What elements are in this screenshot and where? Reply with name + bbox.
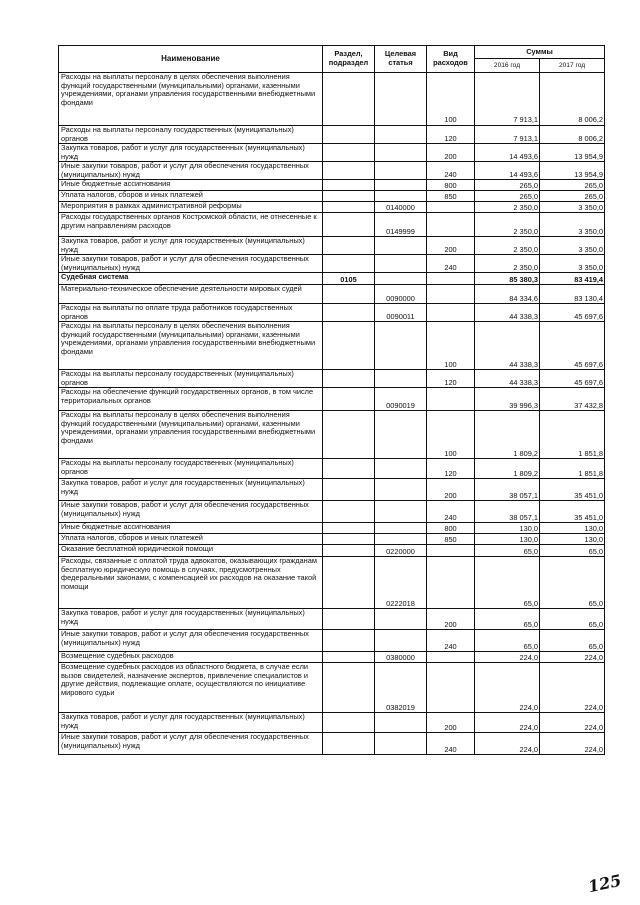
table-row <box>59 459 605 479</box>
row-section <box>323 191 375 202</box>
header-section: Раздел, подраздел <box>323 46 375 73</box>
table-row <box>59 202 605 213</box>
row-kind <box>427 557 475 609</box>
row-kind <box>427 285 475 304</box>
row-value-2016: 7 913,1 <box>475 126 540 144</box>
row-target: 0140000 <box>375 202 427 213</box>
row-value-2016: 224,0 <box>475 733 540 755</box>
row-kind: 100 <box>427 73 475 126</box>
row-value-2017: 3 350,0 <box>540 213 605 237</box>
table-row <box>59 180 605 191</box>
row-target <box>375 609 427 630</box>
row-value-2016: 224,0 <box>475 652 540 663</box>
row-kind: 240 <box>427 162 475 180</box>
row-value-2016: 7 913,1 <box>475 73 540 126</box>
row-name: Расходы на выплаты персоналу в целях обеспечения выполнения функций государственными (муниципальными) органами, казенными учреждениями, органами управления государственными внебюджетными фондами <box>59 322 323 370</box>
row-value-2016: 65,0 <box>475 609 540 630</box>
row-target: 0090000 <box>375 285 427 304</box>
row-section <box>323 501 375 523</box>
row-target <box>375 126 427 144</box>
row-name: Возмещение судебных расходов <box>59 652 323 663</box>
row-value-2016: 44 338,3 <box>475 322 540 370</box>
row-name: Судебная система <box>59 273 323 285</box>
row-kind: 200 <box>427 144 475 162</box>
row-kind <box>427 663 475 713</box>
row-value-2017: 13 954,9 <box>540 144 605 162</box>
row-name: Материально-техническое обеспечение деятельности мировых судей <box>59 285 323 304</box>
page-number: 125 <box>586 870 624 897</box>
row-value-2017: 13 954,9 <box>540 162 605 180</box>
row-kind: 850 <box>427 191 475 202</box>
row-name: Закупка товаров, работ и услуг для государственных (муниципальных) нужд <box>59 713 323 733</box>
table-row <box>59 213 605 237</box>
row-kind: 240 <box>427 630 475 652</box>
table-row <box>59 545 605 557</box>
row-value-2017: 8 006,2 <box>540 73 605 126</box>
row-section <box>323 162 375 180</box>
budget-table <box>58 45 605 755</box>
header-kind: Вид расходов <box>427 46 475 73</box>
row-section <box>323 630 375 652</box>
row-target <box>375 713 427 733</box>
row-value-2017: 45 697,6 <box>540 304 605 322</box>
row-section <box>323 652 375 663</box>
row-value-2016: 2 350,0 <box>475 202 540 213</box>
row-name: Закупка товаров, работ и услуг для государственных (муниципальных) нужд <box>59 479 323 501</box>
table-row <box>59 523 605 534</box>
row-target: 0090011 <box>375 304 427 322</box>
table-row <box>59 126 605 144</box>
row-kind: 200 <box>427 713 475 733</box>
row-section <box>323 733 375 755</box>
table-row <box>59 162 605 180</box>
row-value-2016: 44 338,3 <box>475 304 540 322</box>
row-value-2017: 3 350,0 <box>540 255 605 273</box>
row-target <box>375 180 427 191</box>
row-value-2016: 1 809,2 <box>475 411 540 459</box>
row-kind <box>427 213 475 237</box>
row-value-2017: 130,0 <box>540 523 605 534</box>
row-value-2017: 3 350,0 <box>540 237 605 255</box>
row-target: 0220000 <box>375 545 427 557</box>
row-target <box>375 630 427 652</box>
row-value-2017: 265,0 <box>540 191 605 202</box>
row-section <box>323 255 375 273</box>
row-target <box>375 255 427 273</box>
row-section <box>323 126 375 144</box>
row-name: Расходы на выплаты персоналу в целях обеспечения выполнения функций государственными (муниципальными) органами, казенными учреждениями, органами управления государственными внебюджетными фондами <box>59 411 323 459</box>
table-row <box>59 411 605 459</box>
row-value-2017: 224,0 <box>540 663 605 713</box>
row-kind: 120 <box>427 126 475 144</box>
row-target <box>375 273 427 285</box>
row-name: Расходы на выплаты персоналу в целях обеспечения выполнения функций государственными (муниципальными) органами, казенными учреждениями, органами управления государственными внебюджетными фондами <box>59 73 323 126</box>
row-name: Оказание бесплатной юридической помощи <box>59 545 323 557</box>
row-name: Возмещение судебных расходов из областного бюджета, в случае если вызов свидетелей, назначение экспертов, привлечение специалистов и другие действия, подлежащие оплате, осуществляются по инициативе мирового судьи <box>59 663 323 713</box>
table-row <box>59 255 605 273</box>
row-value-2017: 8 006,2 <box>540 126 605 144</box>
table-row <box>59 501 605 523</box>
table-row <box>59 652 605 663</box>
row-kind <box>427 545 475 557</box>
row-section <box>323 237 375 255</box>
row-value-2017: 65,0 <box>540 557 605 609</box>
table-row <box>59 304 605 322</box>
row-value-2016: 130,0 <box>475 534 540 545</box>
row-value-2017: 45 697,6 <box>540 370 605 388</box>
table-row <box>59 237 605 255</box>
header-sums: Суммы <box>475 46 605 59</box>
table-row <box>59 144 605 162</box>
row-name: Расходы на выплаты по оплате труда работников государственных органов <box>59 304 323 322</box>
row-name: Иные закупки товаров, работ и услуг для обеспечения государственных (муниципальных) нужд <box>59 501 323 523</box>
row-target <box>375 322 427 370</box>
row-target <box>375 479 427 501</box>
row-value-2016: 44 338,3 <box>475 370 540 388</box>
table-header <box>59 46 605 73</box>
row-section <box>323 388 375 411</box>
row-kind: 850 <box>427 534 475 545</box>
row-value-2016: 65,0 <box>475 557 540 609</box>
row-kind <box>427 273 475 285</box>
header-target: Целевая статья <box>375 46 427 73</box>
row-value-2017: 130,0 <box>540 534 605 545</box>
row-target: 0380000 <box>375 652 427 663</box>
row-kind: 120 <box>427 459 475 479</box>
row-name: Уплата налогов, сборов и иных платежей <box>59 534 323 545</box>
row-kind <box>427 304 475 322</box>
row-section <box>323 534 375 545</box>
row-target <box>375 144 427 162</box>
table-row <box>59 73 605 126</box>
row-target <box>375 534 427 545</box>
row-target <box>375 191 427 202</box>
row-section <box>323 459 375 479</box>
table-row <box>59 273 605 285</box>
row-name: Расходы на выплаты персоналу государственных (муниципальных) органов <box>59 370 323 388</box>
row-name: Закупка товаров, работ и услуг для государственных (муниципальных) нужд <box>59 144 323 162</box>
row-section <box>323 202 375 213</box>
row-kind: 240 <box>427 501 475 523</box>
table-row <box>59 370 605 388</box>
row-kind <box>427 388 475 411</box>
row-section <box>323 213 375 237</box>
row-target <box>375 459 427 479</box>
row-value-2016: 14 493,6 <box>475 162 540 180</box>
row-value-2017: 45 697,6 <box>540 322 605 370</box>
row-name: Расходы на выплаты персоналу государственных (муниципальных) органов <box>59 459 323 479</box>
row-value-2017: 35 451,0 <box>540 501 605 523</box>
row-section <box>323 557 375 609</box>
row-name: Иные закупки товаров, работ и услуг для обеспечения государственных (муниципальных) нужд <box>59 162 323 180</box>
row-value-2016: 65,0 <box>475 545 540 557</box>
row-value-2017: 83 130,4 <box>540 285 605 304</box>
row-value-2017: 265,0 <box>540 180 605 191</box>
row-value-2016: 2 350,0 <box>475 237 540 255</box>
row-name: Иные закупки товаров, работ и услуг для обеспечения государственных (муниципальных) нужд <box>59 630 323 652</box>
table-row <box>59 663 605 713</box>
row-value-2016: 224,0 <box>475 713 540 733</box>
row-target: 0382019 <box>375 663 427 713</box>
row-name: Иные закупки товаров, работ и услуг для обеспечения государственных (муниципальных) нужд <box>59 255 323 273</box>
row-value-2017: 224,0 <box>540 652 605 663</box>
row-value-2016: 1 809,2 <box>475 459 540 479</box>
row-section <box>323 713 375 733</box>
row-kind: 240 <box>427 733 475 755</box>
row-value-2017: 1 851,8 <box>540 411 605 459</box>
row-name: Расходы на выплаты персоналу государственных (муниципальных) органов <box>59 126 323 144</box>
row-value-2016: 65,0 <box>475 630 540 652</box>
row-target <box>375 733 427 755</box>
row-target <box>375 370 427 388</box>
row-name: Расходы государственных органов Костромской области, не отнесенные к другим направлениям расходов <box>59 213 323 237</box>
table-row <box>59 733 605 755</box>
header-year-2016: 2016 год <box>475 59 540 73</box>
row-name: Закупка товаров, работ и услуг для государственных (муниципальных) нужд <box>59 609 323 630</box>
row-section <box>323 545 375 557</box>
row-section <box>323 370 375 388</box>
row-value-2017: 65,0 <box>540 545 605 557</box>
row-section <box>323 479 375 501</box>
row-name: Расходы, связанные с оплатой труда адвокатов, оказывающих гражданам бесплатную юридическую помощь в случаях, предусмотренных федеральными законами, с компенсацией их расходов на оказание такой помощи <box>59 557 323 609</box>
header-name: Наименование <box>59 46 323 73</box>
row-kind <box>427 652 475 663</box>
table-row <box>59 388 605 411</box>
row-kind: 200 <box>427 479 475 501</box>
row-value-2016: 130,0 <box>475 523 540 534</box>
row-name: Закупка товаров, работ и услуг для государственных (муниципальных) нужд <box>59 237 323 255</box>
row-name: Иные бюджетные ассигнования <box>59 523 323 534</box>
row-kind: 120 <box>427 370 475 388</box>
row-section <box>323 144 375 162</box>
table-row <box>59 630 605 652</box>
table-row <box>59 322 605 370</box>
row-value-2017: 35 451,0 <box>540 479 605 501</box>
row-kind: 200 <box>427 237 475 255</box>
row-name: Иные закупки товаров, работ и услуг для обеспечения государственных (муниципальных) нужд <box>59 733 323 755</box>
row-section <box>323 180 375 191</box>
row-kind: 800 <box>427 180 475 191</box>
row-value-2016: 84 334,6 <box>475 285 540 304</box>
row-target <box>375 237 427 255</box>
row-value-2016: 265,0 <box>475 180 540 191</box>
table-row <box>59 191 605 202</box>
row-section <box>323 322 375 370</box>
row-section: 0105 <box>323 273 375 285</box>
row-name: Иные бюджетные ассигнования <box>59 180 323 191</box>
row-target: 0090019 <box>375 388 427 411</box>
row-value-2016: 2 350,0 <box>475 213 540 237</box>
row-target <box>375 73 427 126</box>
row-target <box>375 162 427 180</box>
row-section <box>323 523 375 534</box>
row-kind: 100 <box>427 322 475 370</box>
table-row <box>59 479 605 501</box>
row-name: Мероприятия в рамках административной реформы <box>59 202 323 213</box>
row-section <box>323 663 375 713</box>
row-value-2016: 224,0 <box>475 663 540 713</box>
row-value-2017: 224,0 <box>540 733 605 755</box>
table-row <box>59 534 605 545</box>
row-value-2016: 265,0 <box>475 191 540 202</box>
row-value-2017: 65,0 <box>540 609 605 630</box>
row-name: Расходы на обеспечение функций государственных органов, в том числе территориальных органов <box>59 388 323 411</box>
row-section <box>323 285 375 304</box>
row-section <box>323 304 375 322</box>
table-body <box>59 73 605 755</box>
row-value-2017: 224,0 <box>540 713 605 733</box>
row-kind: 800 <box>427 523 475 534</box>
row-value-2017: 83 419,4 <box>540 273 605 285</box>
row-kind: 100 <box>427 411 475 459</box>
row-value-2016: 85 380,3 <box>475 273 540 285</box>
row-target <box>375 411 427 459</box>
row-section <box>323 609 375 630</box>
row-value-2016: 2 350,0 <box>475 255 540 273</box>
row-kind <box>427 202 475 213</box>
header-year-2017: 2017 год <box>540 59 605 73</box>
table-row <box>59 713 605 733</box>
row-value-2016: 39 996,3 <box>475 388 540 411</box>
row-value-2016: 38 057,1 <box>475 501 540 523</box>
row-target <box>375 523 427 534</box>
row-value-2017: 3 350,0 <box>540 202 605 213</box>
row-name: Уплата налогов, сборов и иных платежей <box>59 191 323 202</box>
row-value-2017: 37 432,8 <box>540 388 605 411</box>
table-row <box>59 609 605 630</box>
row-target <box>375 501 427 523</box>
row-value-2017: 65,0 <box>540 630 605 652</box>
row-target: 0222018 <box>375 557 427 609</box>
row-section <box>323 411 375 459</box>
row-value-2016: 38 057,1 <box>475 479 540 501</box>
row-kind: 240 <box>427 255 475 273</box>
row-target: 0149999 <box>375 213 427 237</box>
row-kind: 200 <box>427 609 475 630</box>
row-section <box>323 73 375 126</box>
row-value-2016: 14 493,6 <box>475 144 540 162</box>
table-row <box>59 285 605 304</box>
table-row <box>59 557 605 609</box>
row-value-2017: 1 851,8 <box>540 459 605 479</box>
